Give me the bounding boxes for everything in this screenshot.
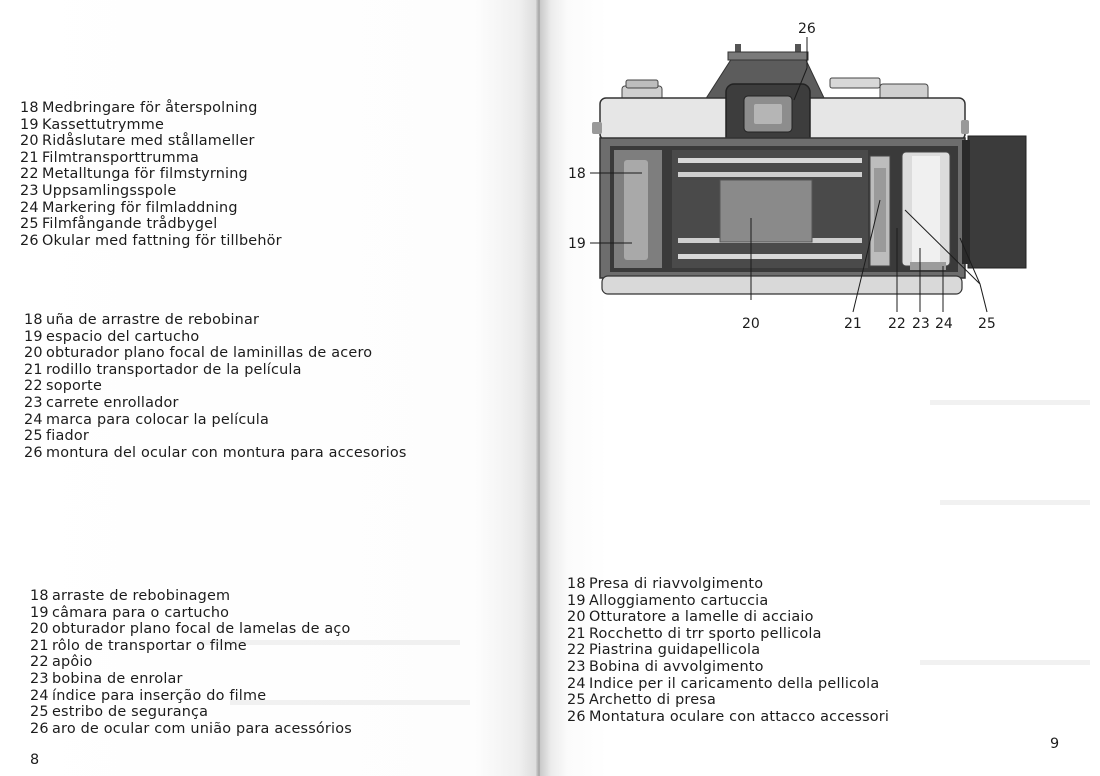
list-item: 25 fiador [24, 428, 89, 445]
list-item: 25 estribo de segurança [30, 704, 209, 721]
list-item: 18 Medbringare för återspolning [20, 100, 258, 116]
list-item: 19 Kassettutrymme [20, 116, 165, 133]
parts-list-spanish [24, 312, 407, 461]
list-item: 24 índice para inserção do filme [30, 687, 267, 704]
film-chamber [610, 146, 958, 272]
list-item: 25 Filmfångande trådbygel [20, 216, 218, 233]
list-item: 20 Otturatore a lamelle di acciaio [567, 609, 814, 626]
list-item: 24 Markering för filmladdning [20, 199, 238, 216]
callout-24: 24 [935, 316, 953, 332]
parts-list-swedish [20, 100, 282, 249]
page-number: 8 [30, 752, 40, 768]
callout-23: 23 [912, 316, 930, 332]
list-item: 23 Bobina di avvolgimento [567, 658, 764, 675]
list-item: 24 marca para colocar la película [24, 411, 269, 428]
list-item: 20 obturador plano focal de lamelas de aço [30, 621, 351, 638]
list-item: 26 montura del ocular con montura para accesorios [24, 444, 407, 461]
list-item: 23 Uppsamlingsspole [20, 182, 177, 199]
parts-list-portuguese [30, 588, 352, 737]
list-item: 23 bobina de enrolar [30, 670, 183, 687]
list-item: 26 Montatura oculare con attacco accessori [567, 708, 890, 725]
page-number: 9 [1050, 736, 1060, 752]
list-item: 18 Presa di riavvolgimento [567, 576, 764, 592]
callout-25: 25 [978, 316, 996, 332]
list-item: 23 carrete enrollador [24, 394, 179, 411]
list-item: 18 arraste de rebobinagem [30, 588, 231, 604]
list-item: 19 câmara para o cartucho [30, 604, 230, 621]
list-item: 26 Okular med fattning för tillbehör [20, 232, 282, 249]
list-item: 19 Alloggiamento cartuccia [567, 592, 769, 609]
list-item: 22 Piastrina guidapellicola [567, 642, 761, 659]
right-page [540, 0, 1100, 776]
bleed-through-shadow [930, 400, 1090, 405]
list-item: 21 Rocchetto di trr sporto pellicola [567, 625, 822, 642]
callout-18: 18 [568, 166, 586, 182]
camera-back-diagram [540, 0, 1100, 350]
callout-26: 26 [798, 21, 816, 37]
list-item: 19 espacio del cartucho [24, 328, 200, 345]
list-item: 22 soporte [24, 378, 103, 395]
left-page [0, 0, 540, 776]
list-item: 21 rodillo transportador de la película [24, 361, 302, 378]
list-item: 20 obturador plano focal de laminillas de acero [24, 345, 373, 362]
list-item: 22 apôio [30, 654, 93, 671]
list-item: 24 Indice per il caricamento della pellicola [567, 675, 880, 692]
list-item: 26 aro de ocular com união para acessórios [30, 720, 352, 737]
list-item: 22 Metalltunga för filmstyrning [20, 166, 248, 183]
camera-back-door [962, 136, 1026, 268]
list-item: 21 Filmtransporttrumma [20, 149, 200, 166]
bleed-through-shadow [940, 500, 1090, 505]
callout-22: 22 [888, 316, 906, 332]
list-item: 25 Archetto di presa [567, 692, 717, 709]
bleed-through-shadow [920, 660, 1090, 665]
list-item: 18 uña de arrastre de rebobinar [24, 312, 260, 328]
callout-21: 21 [844, 316, 862, 332]
parts-list-italian [567, 576, 889, 725]
viewfinder-eyepiece [726, 84, 810, 146]
list-item: 20 Ridåslutare med stållameller [20, 133, 255, 150]
callout-19: 19 [568, 236, 586, 252]
callout-20: 20 [742, 316, 760, 332]
list-item: 21 rôlo de transportar o filme [30, 637, 247, 654]
